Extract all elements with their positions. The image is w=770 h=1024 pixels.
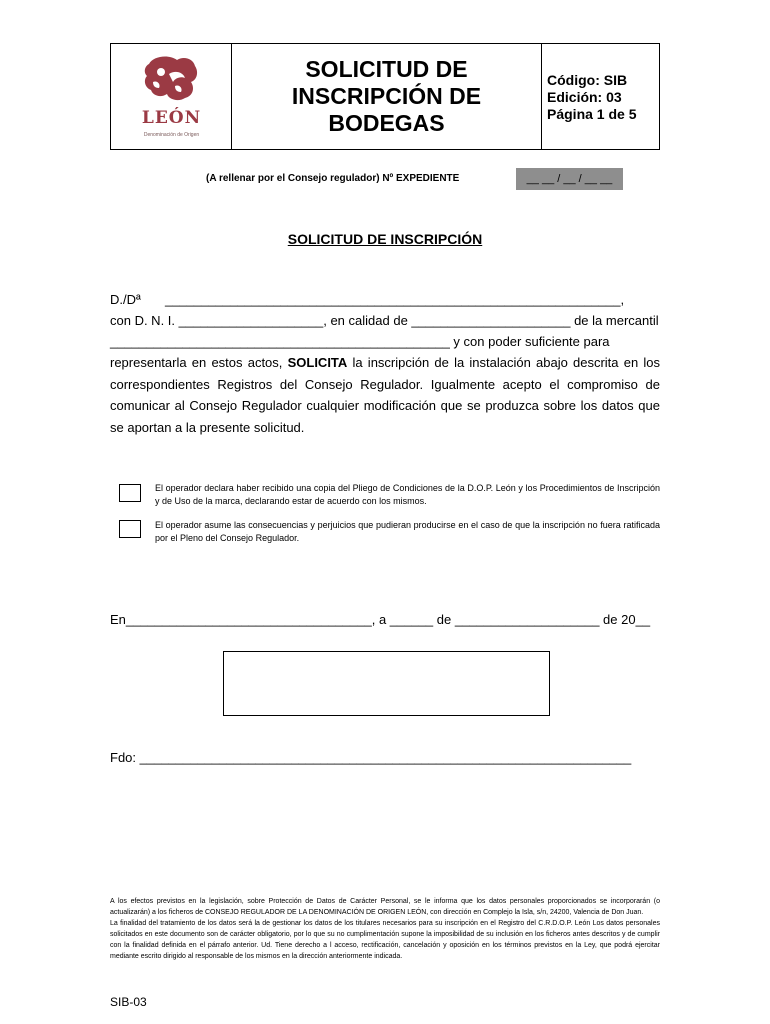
logo-cell — [111, 44, 232, 149]
applicant-name-label: D./Dª — [110, 292, 141, 307]
dni-company-line[interactable]: con D. N. I. ____________________, en calidad de ______________________ de la mercantil — [110, 313, 659, 328]
company-name-line[interactable]: _______________________________________________ y con poder suficiente para — [110, 334, 610, 349]
document-title: SOLICITUD DE INSCRIPCIÓN DE BODEGAS — [291, 56, 482, 136]
expediente-field[interactable]: __ __ / __ / __ __ — [516, 168, 623, 190]
checkbox-consecuencias-text: El operador asume las consecuencias y perjuicios que pudieran producirse en el caso de que la inscripción no fuera ratificada por el Pleno del Consejo Regulador. — [155, 520, 660, 543]
footer-code: SIB-03 — [110, 995, 147, 1009]
applicant-name-field[interactable]: _______________________________________________________________, — [165, 292, 625, 307]
checkbox-pliego[interactable] — [119, 484, 141, 502]
document-header — [110, 43, 660, 150]
section-title: SOLICITUD DE INSCRIPCIÓN — [287, 231, 483, 247]
expediente-label: (A rellenar por el Consejo regulador) Nº EXPEDIENTE — [206, 173, 460, 184]
request-paragraph: representarla en estos actos, SOLICITA la inscripción de la instalación abajo descrita en los correspondientes Registros del Consejo Regulador. Igualmente acepto el compromiso de comunicar al Consejo Regulador cualquier modificación que se produzca sobre los datos que se aportan a la presente solicitud. — [110, 355, 660, 435]
checkbox-pliego-text: El operador declara haber recibido una copia del Pliego de Condiciones de la D.O.P. León y los Procedimientos de Inscripción y de Uso de la marca, declarando estar de acuerdo con los mismos. — [155, 483, 660, 506]
code-cell — [542, 44, 659, 149]
document-edition: Edición: 03 — [547, 89, 622, 105]
place-date-line[interactable]: En__________________________________, a ______ de ____________________ de 20__ — [110, 612, 651, 627]
logo-subtitle: Denominación de Origen — [143, 132, 200, 138]
checkbox-consecuencias[interactable] — [119, 520, 141, 538]
signature-line[interactable]: Fdo: ____________________________________________________________________ — [110, 750, 632, 765]
logo-name: LEÓN — [141, 108, 202, 128]
lion-logo-icon — [139, 54, 203, 106]
title-cell — [232, 44, 542, 149]
document-code: Código: SIB — [547, 72, 628, 88]
signature-box[interactable] — [223, 651, 550, 716]
page-number: Página 1 de 5 — [547, 106, 637, 122]
solicita-emphasis: SOLICITA — [287, 355, 348, 370]
data-protection-notice: A los efectos previstos en la legislación, sobre Protección de Datos de Carácter Personal, se le informa que los datos personales proporcionados se incorporarán (o actualizarán) a los ficheros de CONSEJO REGULADOR DE LA DENOMINACIÓN DE ORIGEN LEÓN, con dirección en Complejo la Isla, s/n, 24200, Valencia de Don Juan. La finalidad del tratamiento de los datos será la de gestionar los datos de los titulares necesarios para su inscripción en el Registro del C.R.D.O.P. León Los datos personales solicitados en este documento son de carácter obligatorio, por lo que su no cumplimentación supone la imposibilidad de su inclusión en los ficheros antes descritos y de cumplir con la finalidad definida en el párrafo anterior. Ud. Tiene derecho a l acceso, rectificación, cancelación y oposición en los términos previstos en la Ley, que podrá ejercitar mediante escrito dirigido al responsable de los mismos en la dirección anteriormente indicada. — [110, 898, 660, 960]
